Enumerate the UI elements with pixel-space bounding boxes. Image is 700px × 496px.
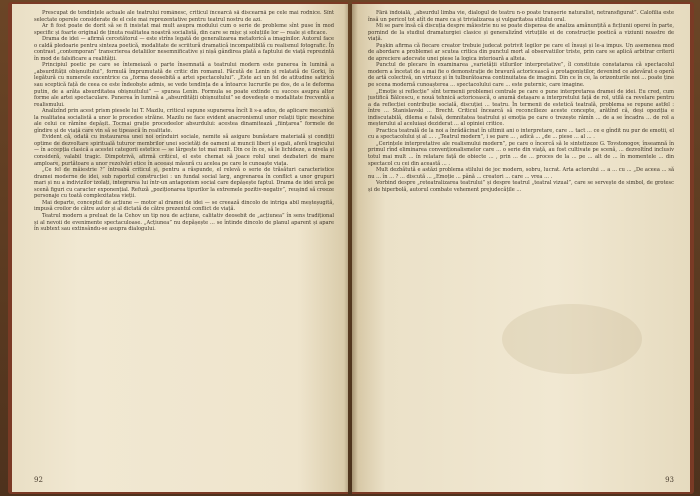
left-page xyxy=(12,4,348,492)
book-gutter xyxy=(344,4,358,492)
paragraph: „Cerințele interpretative ale realismului modern”, pe care o încercă să le sintetizeze G. Tovstonogov, înseamnă în primul rînd eliminarea convenționalismelor care ... o serie din viață, au fost cultivate pe scenă, ... dezvoltînd inclusiv totul mai mult ... în relatare față de obiecte ... , prin ... de ... proces de la ... pe ... alt de ... în momentele ... din spectacol cu cei din această ... . xyxy=(368,140,674,167)
page-number: 92 xyxy=(34,476,43,484)
right-page xyxy=(352,4,690,492)
paragraph: Mult dezbătută e astăzi problema stilului de joc modern, sobru, lucrat. Arta actorului ... a ... cu ... „De aceea ... să nu ... în ... ? ... discută ... „Emoție ... până ... creatori ... care ... vrea ... . xyxy=(368,167,674,180)
left-page-text-column xyxy=(34,10,334,466)
paragraph: Mi se pare însă că discuția despre măiestrie nu se poate dispensa de analiza amănunțită a ficțiunii operei în parte, pornind de la studiul dramaturgiei clasice și generalizînd virtuțiile ei de construcție poetică a viziunii noastre de viață. xyxy=(368,23,674,43)
paragraph: Principiul poetic pe care se întemeiază o parte însemnată a teatrului modern este punerea în lumină a „absurdității obișnuitului”, formulă împrumutată de critic din romanul. Făcută de Lenin și relatată de Gorki, în legătură cu numerele excentrice ca „forma deosebită a artei spectacolului”. „Este aci un fel de atitudine satirică sau sceptică față de ceea ce este îndeobște admis, se vede tendința de a întoarce lucrurile pe dos, de a le deforma putin, de a arăta absurditatea obișnuitului” — spunea Lenin. Formula se poate extinde cu succes asupra altor forme ale artei spectaculare. Punerea în lumină a „absurdității obișnuitului” se dovedește o modalitate frecventă a realismului. xyxy=(34,62,334,108)
paragraph: Punctul de plecare în examinarea „varietății stilurilor interpretative”, îl constituie constatarea că spectacolul modern a încetat de a mai fie o demonstrație de bravură actoricească a protagoniștilor, devenind ce adevărat o operă de artă colectivă, un virtuoz și în tulburătoarea continuitatea de imagini. Din ce în ce, la orizonturile noi ... poate ține pe scena modernă cunoașterea ... spectacolului care ... este puternic, care imagine. xyxy=(368,62,674,89)
paragraph: „Ce fel de măiestrie ?” întreabă criticul și, pentru a răspunde, el relevă o serie de trăsături caracteristice dramei moderne de idei, sub raportul construcției : un fundal social larg, angrenarea în conflict a unor grupuri mari și nu a indivizilor izolați, integrarea lui într-un antagonism social care depășește faptul. Drama de idei urcă pe scenă figuri cu caracter exponențial. Refuză „poziționarea tipurilor la extremele pozitiv-negativ”, reușind să creeze personaje cu toată complexitatea vieții. xyxy=(34,167,334,200)
paragraph: Teatrul modern a preluat de la Cehov un tip nou de acțiune, calitativ deosebit de „acțiunea” în sens tradițional și al nevoii de evenimente spectaculoase. „Acțiunea” nu depășește ... se întinde dincolo de planul aparent și apare în subtext sau extinsându-se asupra dialogului. xyxy=(34,212,334,233)
paragraph: „Emoție și reflecție” sînt termenii problemei centrale pe care o pune interpretarea dramei de idei. Eu cred, cum justifică Bălcescu, e nouă tehnică actoricească, o anumă detașare a interpretului față de rol, utilă ca revelare pentru a da reflecției contribuție socială, discuției ... teatru. În termenii de estetică teatrală, problema se repune astfel : între ... Stanislavski ... Brecht. Criticul încearcă să reconcilieze aceste concepte, arătînd că, deși opoziția e indiscutabilă, dilema e falsă, demnitatea teatrului și emoția pe care o trezește rămîn ... de a se încadra ... de rol a meșterului al aceluiași deziderat ... al opiniei critice. xyxy=(368,88,674,128)
paragraph: Ar fi fost poate de dorit să se fi insistat mai mult asupra modului cum o serie de probleme sînt puse în mod specific și foarte original de ținuta realitatea noastră socialistă, din care se mișc și soluțiile lor — reale și eficace. xyxy=(34,23,334,36)
paragraph: Fără îndoială, „absurdul limba vie, dialogul de teatru n-o poate tranșerie naturalist, netransfigurat”. Calofilia este însă un pericol tot atît de mare ca și trivializarea și vulgaritatea stilului oral. xyxy=(368,10,674,23)
paragraph: Vorbind despre „reteatralizarea teatrului” și despre teatrul „teatral vizual”, care se servește de simbol, de grotesc și de hiperbolă, autorul combate vehement prejudecățile ... xyxy=(368,180,674,193)
paragraph: Mai departe, conceptul de acțiune — motor al dramei de idei — se creează dincolo de intriga abil meșteșugită, impusă croilor de către autor și al dictată de către prezentul conflict de viață. xyxy=(34,199,334,213)
paragraph: Analizînd prin acest prism piesele lui T. Mazilu, criticul supune supunerea încît li s-a adus, de aplicare mecanică la realitatea socialistă a unor le procedee străine. Mazilu ne face evident anacronismul unor relații tipic meschine ale celui ce rămîne depășit. Tocmai grație procedeelor absurdului: acestea dinamitează „ființarea” formele de gîndire și de viață care vin să se tipească în realitate. xyxy=(34,108,334,134)
paragraph: Pușkin afirma că fiecare creator trebuie judecat potrivit legilor pe care el însuși și le-a impus. Un asemenea mod de abordare a problemei ar scutea critica din punctul mort al observatiilor triste, prin care se aplică arbitrar criterii de apreciere adecvate unei piese la logica interioară a alteia. xyxy=(368,42,674,62)
paragraph: Evident că, odată cu instaurarea unei noi orînduiri sociale, nemite să asigure bunăstare materială și condiții optime de dezvoltare spirituală tuturor membrilor unei societăți de oameni ai muncii liberi și egali, aferă tragicului — în accepția clasică a acestei categorii estetice — se lărgește tot mai mult. Din ce în ce, să le lichideze, a nivela și consideră, valabil tragic. Dimpotrivă, afirmă criticul, el este chemat să joace rolul unei dezbateri de mare amploare, purtătoare a unor rezolvări etice în aceeași măsură cu acelea pe care le cunoaște viața. xyxy=(34,134,334,167)
right-page-text-column xyxy=(368,10,674,466)
paragraph: Drama de idei — afirmă cercetătorul — este strîns legată de generalizarea metaforică a imaginilor. Autorul face o caldă pledoarie pentru sinteza poetică, modalitate de scriitură dramatică incompatibilă cu realismul fotografic. În contrast „contemporan” transcrierea detaliilor nesemnificative și nișă gândirea plată a faptului de viață reprezintă în mod de falsificare a realității. xyxy=(34,36,334,62)
page-number: 93 xyxy=(665,476,674,484)
paragraph: Prescupat de tendințele actuale ale teatrului românesc, criticul încearcă să discearnă pe cele mai rodnice. Sînt selectate operele considerate de el cele mai reprezentative pentru teatrul nostru de azi. xyxy=(34,10,334,23)
paragraph: Practica teatrală de la noi a înrădăcinat în ultimii ani o interpretare, care ... tact ... ce e gîndit nu pur de emotii, el cu a spectacolului și al ... . „Teatrul modern”, i se pare ... , adică ... „de ... piese ... al ... . xyxy=(368,127,674,141)
